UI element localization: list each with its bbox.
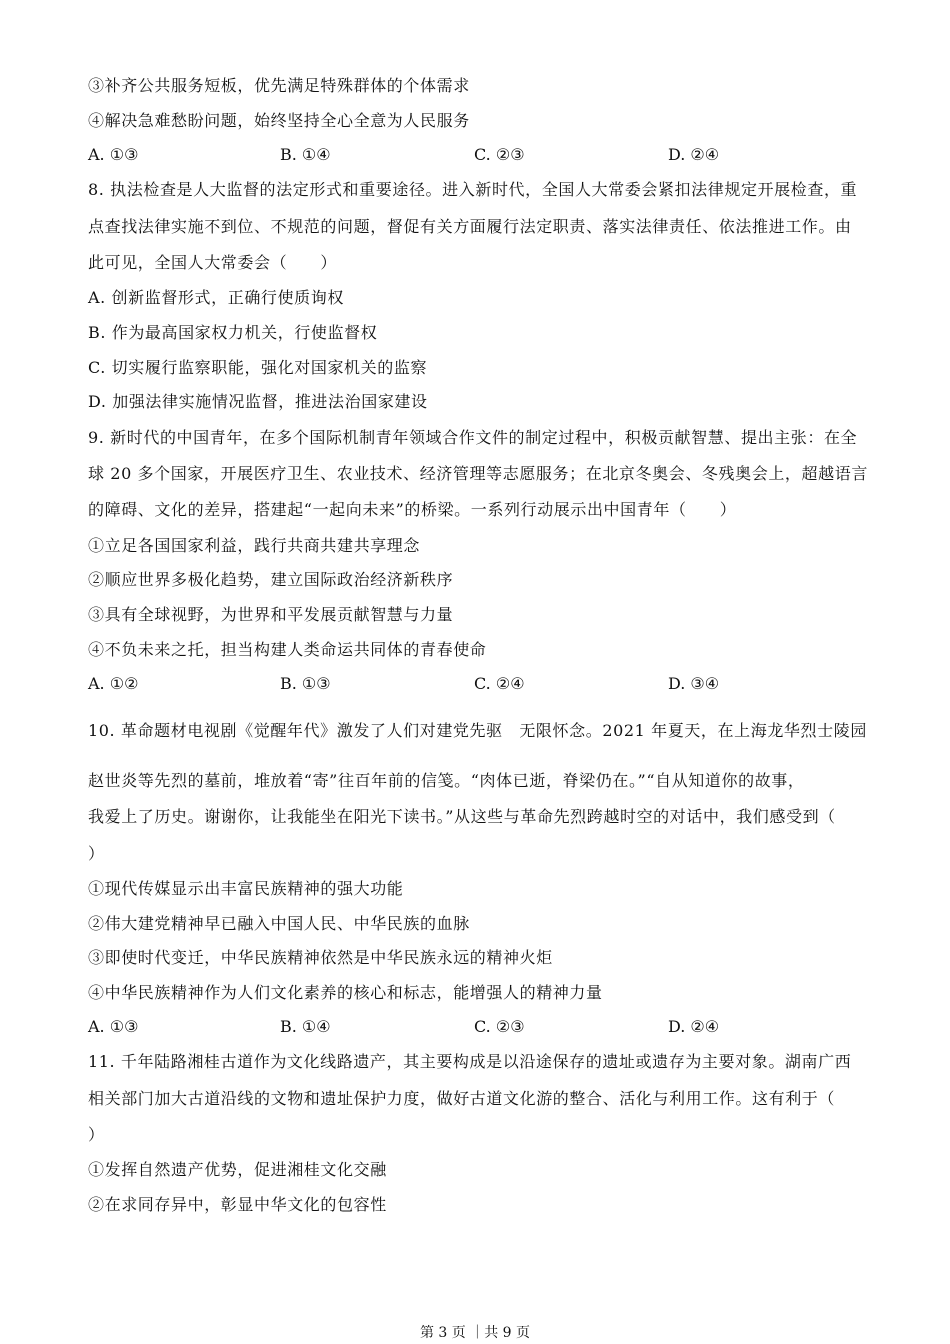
q10-option-b: B. ①④ [280,1017,331,1036]
q9-item-1: ①立足各国国家利益，践行共商共建共享理念 [88,536,421,555]
q7-item-4: ④解决急难愁盼问题，始终坚持全心全意为人民服务 [88,111,470,130]
q10-stem-line: ） [88,844,105,863]
q7-option-b: B. ①④ [280,145,331,164]
q8-stem-line: 点查找法律实施不到位、不规范的问题，督促有关方面履行法定职责、落实法律责任、依法推进工作。由 [88,217,852,236]
q9-option-d: D. ③④ [668,674,720,693]
q8-option-b: B. 作为最高国家权力机关，行使监督权 [88,323,378,342]
q9-stem-line: 球 20 多个国家，开展医疗卫生、农业技术、经济管理等志愿服务；在北京冬奥会、冬残奥会上，超越语言 [88,464,868,483]
q7-option-c: C. ②③ [474,145,525,164]
q7-option-a: A. ①③ [88,145,139,164]
q8-stem-line: 8. 执法检查是人大监督的法定形式和重要途径。进入新时代，全国人大常委会紧扣法律规定开展检查，重 [88,180,858,199]
q9-item-4: ④不负未来之托，担当构建人类命运共同体的青春使命 [88,640,487,659]
q10-item-2: ②伟大建党精神早已融入中国人民、中华民族的血脉 [88,914,470,933]
q9-option-c: C. ②④ [474,674,525,693]
q11-stem-line: 相关部门加大古道沿线的文物和遗址保护力度，做好古道文化游的整合、活化与利用工作。这有利于（ [88,1089,836,1108]
page-footer: 第 3 页 ｜共 9 页 [419,1325,531,1341]
q9-item-2: ②顺应世界多极化趋势，建立国际政治经济新秩序 [88,570,454,589]
q10-stem-line: 赵世炎等先烈的墓前，堆放着“寄”往百年前的信笺。“肉体已逝，脊梁仍在。”“自从知道你的故事， [88,771,805,790]
q7-item-3: ③补齐公共服务短板，优先满足特殊群体的个体需求 [88,76,470,95]
q9-stem-line: 的障碍、文化的差异，搭建起“一起向未来”的桥梁。一系列行动展示出中国青年（ ） [88,500,737,519]
q10-item-1: ①现代传媒显示出丰富民族精神的强大功能 [88,879,404,898]
q10-item-4: ④中华民族精神作为人们文化素养的核心和标志，能增强人的精神力量 [88,983,603,1002]
q11-item-2: ②在求同存异中，彰显中华文化的包容性 [88,1195,387,1214]
q10-option-a: A. ①③ [88,1017,139,1036]
q9-option-a: A. ①② [88,674,139,693]
q8-option-d: D. 加强法律实施情况监督，推进法治国家建设 [88,392,428,411]
q10-option-d: D. ②④ [668,1017,720,1036]
q9-item-3: ③具有全球视野，为世界和平发展贡献智慧与力量 [88,605,454,624]
q11-item-1: ①发挥自然遗产优势，促进湘桂文化交融 [88,1160,387,1179]
q7-option-d: D. ②④ [668,145,720,164]
q10-stem-line: 我爱上了历史。谢谢你，让我能坐在阳光下读书。”从这些与革命先烈跨越时空的对话中，我们感受到（ [88,807,836,826]
q8-stem-line: 此可见，全国人大常委会（ ） [88,253,338,272]
q8-option-c: C. 切实履行监察职能，强化对国家机关的监察 [88,358,428,377]
q11-stem-line: ） [88,1125,105,1144]
q9-stem-line: 9. 新时代的中国青年，在多个国际机制青年领域合作文件的制定过程中，积极贡献智慧、提出主张：在全 [88,428,858,447]
q8-option-a: A. 创新监督形式，正确行使质询权 [88,288,344,307]
q9-option-b: B. ①③ [280,674,331,693]
q11-stem-line: 11. 千年陆路湘桂古道作为文化线路遗产，其主要构成是以沿途保存的遗址或遗存为主要对象。湖南广西 [88,1052,852,1071]
q10-item-3: ③即使时代变迁，中华民族精神依然是中华民族永远的精神火炬 [88,948,553,967]
q10-stem-line: 10. 革命题材电视剧《觉醒年代》激发了人们对建党先驱 无限怀念。2021 年夏天，在上海龙华烈士陵园 [88,721,867,740]
q10-option-c: C. ②③ [474,1017,525,1036]
